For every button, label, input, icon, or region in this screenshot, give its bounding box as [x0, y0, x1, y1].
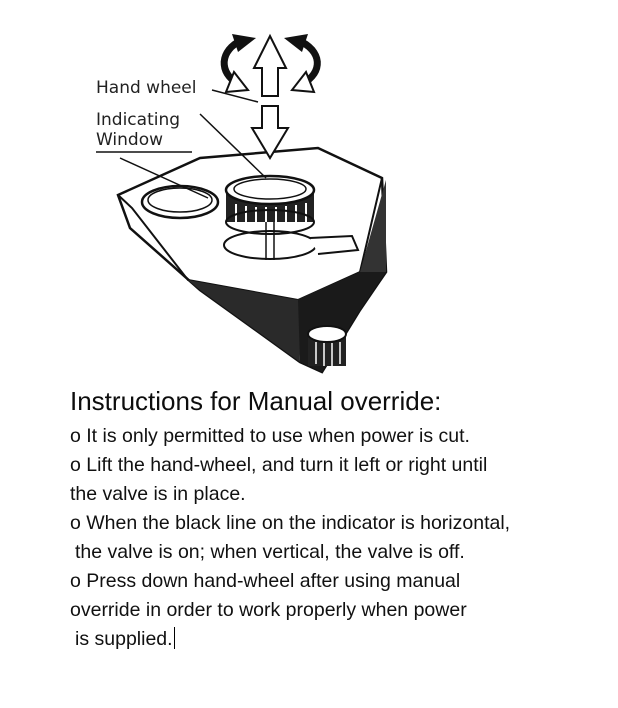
- instructions-section: [70, 384, 610, 654]
- text-cursor: [174, 627, 176, 649]
- hand-wheel-label: Hand wheel: [96, 78, 197, 98]
- instruction-line: o When the black line on the indicator is horizontal,: [70, 512, 511, 534]
- actuator-diagram: [60, 10, 420, 380]
- instructions-heading: Instructions for Manual override:: [70, 386, 442, 416]
- instruction-line: o Press down hand-wheel after using manual: [70, 570, 461, 592]
- instruction-line: override in order to work properly when power: [70, 599, 467, 621]
- instruction-line: o Lift the hand-wheel, and turn it left or right until: [70, 454, 488, 476]
- instruction-line: the valve is on; when vertical, the valve is off.: [75, 541, 465, 563]
- indicating-window-label-line2: Window: [96, 130, 164, 150]
- instruction-line-last: [70, 625, 610, 654]
- actuator-illustration: [60, 10, 420, 380]
- instruction-line: the valve is in place.: [70, 483, 246, 505]
- indicating-window-label-line1: Indicating: [96, 110, 181, 130]
- indicating-window-label: [96, 110, 180, 150]
- instruction-line-text: is supplied.: [75, 628, 173, 650]
- instruction-line: o It is only permitted to use when power is cut.: [70, 425, 470, 447]
